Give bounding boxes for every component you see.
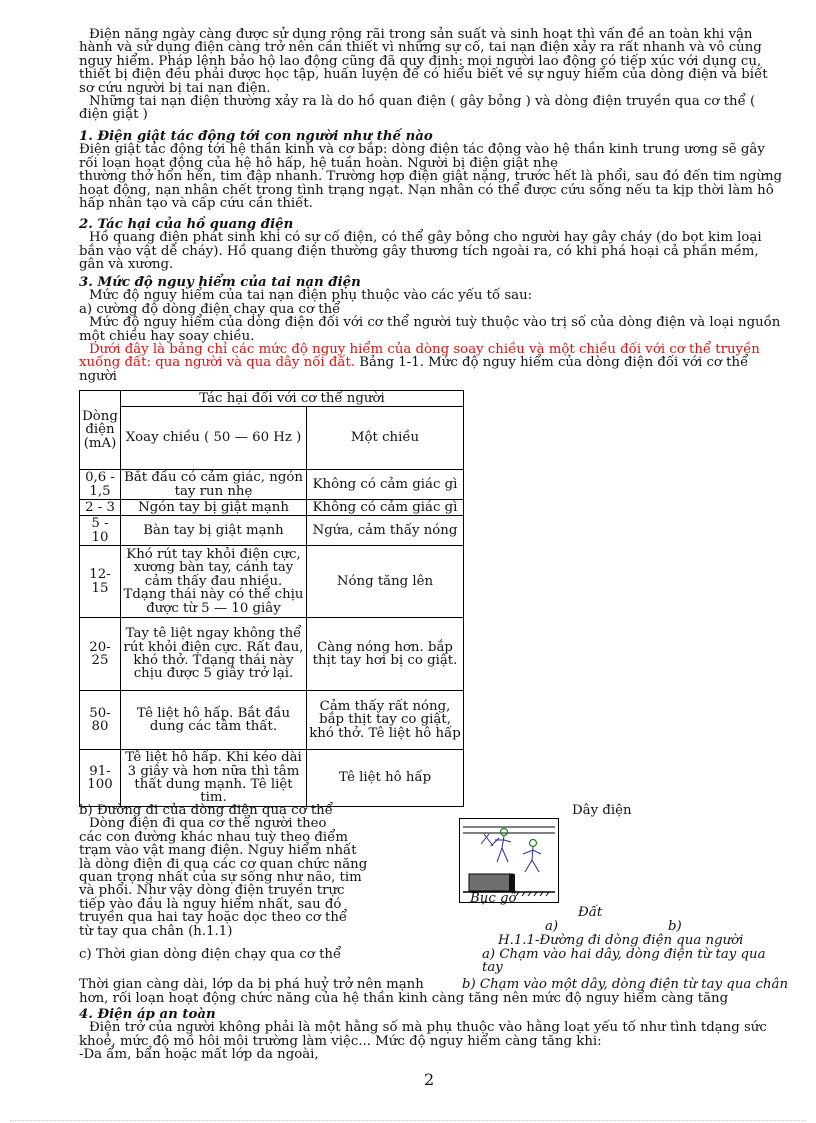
table-subheader-row (80, 406, 464, 469)
figure-caption: H.1.1-Đường đi dòng điện qua người (498, 933, 744, 948)
page-number: 2 (424, 1070, 435, 1089)
table-row (80, 470, 464, 500)
page-footer-divider (10, 1120, 806, 1121)
cell-current: 2 - 3 (80, 500, 121, 516)
section-b (79, 804, 379, 938)
header-dc: Một chiều (307, 406, 464, 469)
cell-dc: Không có cảm giác gì (307, 500, 464, 516)
cell-ac: Bắt đầu có cảm giác, ngón tay run nhẹ (121, 470, 307, 500)
figure-caption-b: b) Chạm vào một dây, dòng điện từ tay qua chân (462, 977, 789, 992)
intro-paragraph-2: Những tai nạn điện thường xảy ra là do hồ quan điện ( gây bỏng ) và dòng điện truyền qua cơ thể ( điện giật ) (79, 94, 756, 123)
section-4-paragraph-2: -Da ẩm, bẩn hoặc mất lớp da ngoài, (79, 1047, 319, 1063)
section-b-line: tiếp vào đầu là nguy hiểm nhất, sau đó (79, 896, 342, 912)
cell-current: 91- 100 (80, 750, 121, 807)
cell-ac: Khó rút tay khỏi điện cực, xương bàn tay, cánh tay cảm thấy đau nhiều. Tdạng thái này có thể chịu được từ 5 — 10 giây (121, 546, 307, 618)
cell-current: 20- 25 (80, 618, 121, 691)
figure-label-b: b) (668, 919, 682, 934)
intro-paragraph-1: Điện năng ngày càng được sử dụng rộng rãi trong sản suất và sinh hoạt thì vấn đề an toàn khi vận hành và sử dụng điện càng trở nên cần thiết vì những sự cố, tai nạn điện xảy ra rất nhanh và vô cùng nguy hiểm. Pháp lệnh bảo hộ lao động cũng đã quy định: mọi người lao động có tiếp xúc với dụng cụ, thiết bị điện đều phải được học tập, huấn luyện để có hiểu biết về sự nguy hiểm của dòng điện và biết sơ cứu người bị tai nạn điện. (79, 27, 768, 96)
figure-label-wood: Bục gỗ (470, 891, 517, 906)
section-2 (79, 218, 784, 272)
table-row (80, 618, 464, 691)
danger-level-table (79, 390, 464, 807)
table-caption: Bảng 1-1. Mức độ nguy hiểm của dòng điện đối với cơ thể người (79, 355, 749, 384)
section-c-line-2 (79, 992, 784, 1005)
cell-ac: Ngón tay bị giật mạnh (121, 500, 307, 516)
figure-label-wire: Dây điện (572, 803, 632, 818)
table-row (80, 546, 464, 618)
cell-dc: Tê liệt hô hấp (307, 750, 464, 807)
cell-dc: Không có cảm giác gì (307, 470, 464, 500)
table-row (80, 500, 464, 516)
section-b-line: và phổi. Như vậy dòng điện truyền trực (79, 883, 345, 899)
section-3-paragraph-2: Mức độ nguy hiểm của dòng điện đối với cơ thể người tuỳ thuộc vào trị số của dòng điện và loại nguồn một chiều hay soay chiều. (79, 315, 781, 344)
section-3-paragraph-1: Mức độ nguy hiểm của tai nạn điện phụ thuộc vào các yếu tố sau: (89, 288, 533, 304)
figure-caption-a: a) Chạm vào hai dây, dòng điện từ tay qua tay (482, 947, 766, 976)
header-current: Dòng điện (mA) (80, 391, 121, 470)
cell-dc: Ngứa, cảm thấy nóng (307, 516, 464, 546)
cell-dc: Càng nóng hơn. bắp thịt tay hơi bị co giật. (307, 618, 464, 691)
section-3 (79, 276, 784, 383)
section-3-title: 3. Mức độ nguy hiểm của tai nạn điện (79, 275, 361, 290)
section-b-line: từ tay qua chân (h.1.1) (79, 923, 233, 939)
section-1 (79, 130, 784, 210)
section-b-line: truyền qua hai tay hoặc dọc theo cơ thể (79, 910, 348, 926)
stand-edge (509, 874, 515, 891)
cell-dc: Nóng tăng lên (307, 546, 464, 618)
section-4-paragraph-1: Điện trở của người không phải là một hằng số mà phụ thuộc vào hằng loạt yếu tố như tình tdạng sức khoẻ, mức độ mồ hôi môi trường làm việc... Mức độ nguy hiểm càng tăng khi: (79, 1020, 767, 1049)
section-c-text-1: Thời gian càng dài, lớp da bị phá huỷ trở nên mạnh (79, 977, 424, 992)
section-c-line-1 (79, 978, 459, 991)
cell-ac: Bàn tay bị giật mạnh (121, 516, 307, 546)
section-1-title: 1. Điện giật tác động tới con người như thế nào (79, 129, 433, 144)
cell-ac: Tê liệt hô hấp. Khi kéo dài 3 giây và hơn nữa thì tâm thất dung mạnh. Tê liệt tim. (121, 750, 307, 807)
section-4 (79, 1008, 784, 1062)
cell-current: 12- 15 (80, 546, 121, 618)
section-b-line: quan trọng nhất của sự sống như não, tim (79, 870, 362, 886)
section-c-text-2: hơn, rối loạn hoạt động chức năng của hệ thần kinh càng tăng nên mức độ nguy hiểm càng tăng (79, 991, 729, 1006)
section-3-red-note: Dưới đây là bảng chỉ các mức độ nguy hiểm của dòng soay chiều và một chiều đối với cơ thể truyền xuống đất: qua người và qua dây nối đất. (79, 342, 760, 371)
section-c-title-text: c) Thời gian dòng điện chạy qua cơ thể (79, 947, 342, 962)
cell-current: 0,6 - 1,5 (80, 470, 121, 500)
section-b-line: Dòng điện đi qua cơ thể người theo (89, 816, 327, 832)
cell-ac: Tê liệt hô hấp. Bắt đầu dung các tâm thất. (121, 691, 307, 750)
section-2-paragraph: Hồ quang điện phát sinh khi có sự cố điện, có thể gây bỏng cho người hay gây cháy (do bọt kim loại bắn vào vật dễ cháy). Hồ quang điện thường gây thương tích ngoài ra, có khi phá hoại cả phần mềm, gân và xương. (79, 230, 762, 273)
figure-label-a: a) (545, 919, 559, 934)
section-4-title: 4. Điện áp an toàn (79, 1007, 216, 1022)
cell-dc: Cảm thấy rất nóng, bắp thịt tay co giật, khó thở. Tê liệt hô hấp (307, 691, 464, 750)
intro-section (79, 28, 784, 122)
section-b-line: các con đường khác nhau tuỳ theo điểm (79, 829, 348, 845)
table-row (80, 750, 464, 807)
section-b-title: b) Đường đi của dòng điện qua cơ thể (79, 803, 333, 818)
section-3-item-a: a) cường độ dòng điện chạy qua cơ thể (79, 301, 341, 317)
header-ac: Xoay chiều ( 50 — 60 Hz ) (121, 406, 307, 469)
cell-current: 5 - 10 (80, 516, 121, 546)
section-b-line: trạm vào vật mang điện. Nguy hiểm nhất (79, 843, 357, 859)
section-b-line: là dòng điện đi qua các cơ quan chức năng (79, 856, 368, 872)
header-effects: Tác hại đối với cơ thể người (121, 391, 464, 407)
section-1-paragraph-1: Điện giật tác động tới hệ thần kinh và cơ bắp: dòng điện tác động vào hệ thần kinh trung ương sẽ gây rối loạn hoạt động của hệ hô hấp, hệ tuần hoàn. Người bị điện giật nhẹ (79, 142, 765, 171)
table-row (80, 516, 464, 546)
section-c-title (79, 948, 419, 961)
cell-ac: Tay tê liệt ngay không thể rút khỏi điện cực. Rất đau, khó thở. Tdạng thái này chịu được 5 giây trở lại. (121, 618, 307, 691)
cell-current: 50- 80 (80, 691, 121, 750)
section-2-title: 2. Tác hại của hồ quang điện (79, 217, 294, 232)
wooden-stand (469, 874, 513, 891)
figure-label-ground: Đất (578, 905, 603, 920)
table-header-row (80, 391, 464, 407)
section-1-paragraph-2: thường thở hổn hển, tim đập nhanh. Trường hợp điện giật nặng, trước hết là phổi, sau đó đến tim ngừng hoạt động, nạn nhân chết trong tình trạng ngạt. Nạn nhân có thể được cứu sống nếu ta kịp thời làm hô hấp nhân tạo và cấp cứu cần thiết. (79, 169, 783, 212)
table-row (80, 691, 464, 750)
